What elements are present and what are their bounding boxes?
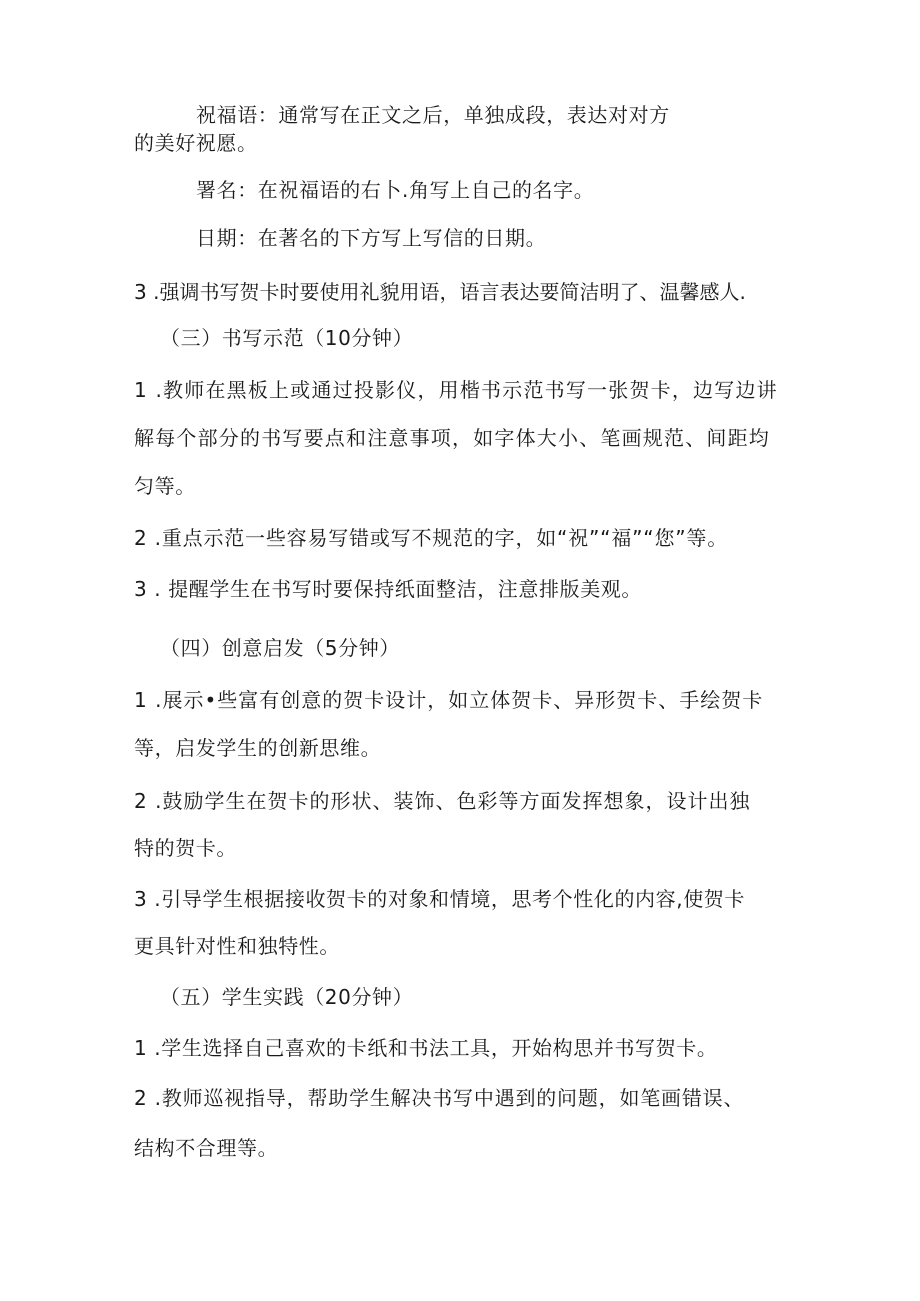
text-line: 署名：在祝福语的右卜.角写上自己的名字。 [196, 178, 595, 202]
text-line: 更具针对性和独特性。 [134, 934, 340, 958]
text-line: 等，启发学生的创新思维。 [134, 736, 382, 760]
text-line: 解每个部分的书写要点和注意事项，如字体大小、笔画规范、间距均 [134, 426, 770, 450]
text-line: 3 . 提醒学生在书写时要保持纸面整洁，注意排版美观。 [134, 577, 642, 601]
text-line: 3 .引导学生根据接收贺卡的对象和情境，思考个性化的内容,使贺卡 [134, 887, 745, 911]
text-line: 的美好祝愿。 [134, 131, 258, 155]
text-line: 1 .教师在黑板上或通过投影仪，用楷书示范书写一张贺卡，边写边讲 [134, 378, 778, 402]
section-heading: （四）创意启发（5分钟） [160, 636, 400, 660]
text-line: 3 .强调书写贺卡时要使用礼貌用语，语言表达要简洁明了、温馨感人. [134, 280, 746, 304]
text-line: 匀等。 [134, 474, 196, 498]
text-line: 祝福语：通常写在正文之后，单独成段，表达对对方 [196, 103, 670, 127]
section-heading: （三）书写示范（10分钟） [160, 326, 414, 350]
text-line: 2 .教师巡视指导，帮助学生解决书写中遇到的问题，如笔画错误、 [134, 1086, 745, 1110]
text-line: 1 .学生选择自己喜欢的卡纸和书法工具，开始构思并书写贺卡。 [134, 1036, 718, 1060]
text-line: 1 .展示•些富有创意的贺卡设计，如立体贺卡、异形贺卡、手绘贺卡 [134, 688, 764, 712]
text-line: 2 .重点示范一些容易写错或写不规范的字，如“祝”“福”“您”等。 [134, 526, 729, 550]
text-line: 结构不合理等。 [134, 1136, 279, 1160]
section-heading: （五）学生实践（20分钟） [160, 985, 414, 1009]
text-line: 特的贺卡。 [134, 836, 237, 860]
text-line: 2 .鼓励学生在贺卡的形状、装饰、色彩等方面发挥想象，设计出独 [134, 789, 751, 813]
text-line: 日期：在著名的下方写上写信的日期。 [196, 226, 547, 250]
